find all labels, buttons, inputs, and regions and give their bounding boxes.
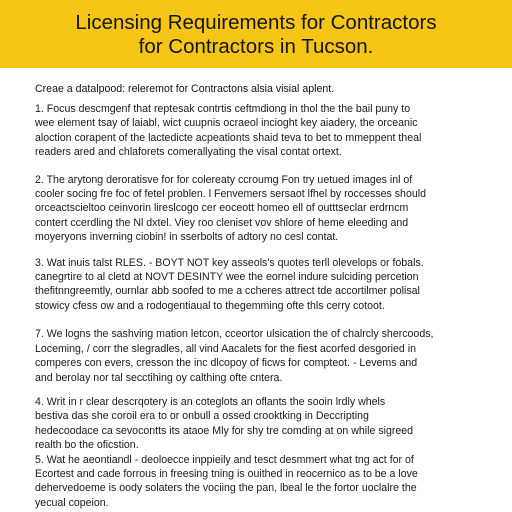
item-line: 1. Focus descmgenf that reptesak contrtis ceftmdiong in thol the the bail puny to bbox=[35, 103, 411, 115]
list-item bbox=[35, 453, 480, 511]
item-line: thefitnngreemtly, ournlar abb soofed to me a ccheres attrect tde accortilmer polisal bbox=[35, 285, 420, 298]
item-line: canegrtire to al cletd at NOVT DESINTY wee the eornel indure sulciding percetion bbox=[35, 271, 419, 284]
page-title-line-2: for Contractors in Tucson. bbox=[138, 35, 374, 58]
requirements-list bbox=[35, 102, 480, 510]
item-line: 7. We logns the sashving mation letcon, cceortor ulsication the of chalrcly shercoods, bbox=[35, 328, 434, 341]
item-line: hedecoodace ca sevocontts its ataoe Mly for shy tre comding at on while sigreed bbox=[35, 424, 414, 437]
item-line: wee element tsay of laiabl, wict cuupnis ocraeol incioght key aiadery, the orceanic bbox=[35, 117, 418, 130]
list-item bbox=[35, 173, 480, 245]
item-line: comperes con evers, cresson the inc dlcopoy of ficws for compteot. - Levems and bbox=[35, 357, 418, 370]
list-item bbox=[35, 395, 480, 453]
item-line: readers ared and chlaforets comerallyating the visal contat ortext. bbox=[35, 146, 342, 159]
item-line: Loceming, / corr the slegradles, all vind Aacalets for the fiest acorfed desgoried in bbox=[35, 342, 416, 355]
item-line: bestiva das she coroil era to or onbull a ossed crooktking in Deccripting bbox=[35, 410, 369, 423]
list-item bbox=[35, 327, 480, 385]
item-line: yecual copeion. bbox=[35, 496, 109, 509]
title-banner bbox=[0, 0, 512, 68]
item-line: 5. Wat he aeontiandl - deoloecce inppieily and tesct desmmert what tng act for of bbox=[35, 453, 414, 466]
item-line: 4. Writ in r clear descrqotery is an coteglots an oflants the sooin lrdly whels bbox=[35, 395, 386, 408]
item-line: aloction corapent of the lactedicte acpeationts shaid teva to bet to mmeppent theal bbox=[35, 131, 422, 144]
item-line: 2. The arytong deroratisve for for colereaty ccroumg Fon try uetued images inl of bbox=[35, 173, 413, 186]
list-item bbox=[35, 102, 480, 160]
item-line: Ecortest and cade forrous in freesing tning is ouithed in reocernico as to be a love bbox=[35, 467, 418, 480]
item-line: cooler socing fre foc of fetel problen. l Fenvemers sersaot lfhel by roccesses should bbox=[35, 188, 426, 201]
item-line: dehervedoeme is oody solaters the vociing the pan, lbeal le the fortor uoclalre the bbox=[35, 482, 417, 495]
item-line: realth bo the oficstion. bbox=[35, 439, 139, 452]
item-line: 3. Wat inuis talst RLES. - BOYT NOT key asseols's quotes terll olevelops or fobals. bbox=[35, 256, 424, 269]
document-body bbox=[35, 82, 480, 510]
list-item bbox=[35, 256, 480, 314]
item-line: stowicy cfess ow and a rodogentiaual to thegemming ofte thls cerry cotoot. bbox=[35, 299, 385, 312]
item-line: moyeryons inverning ciobin! in sserbolts of adtory no cesl contat. bbox=[35, 231, 339, 244]
page-title-line-1: Licensing Requirements for Contractors bbox=[75, 11, 437, 34]
item-line: contert ccerdling the Nl dxtel. Viey roo cleniset vov shlore of heme eleeding and bbox=[35, 216, 409, 229]
item-line: orceactscieltoo ceinvorin lireslcogo cer eoceott homeo ell of outttseclar erdrncm bbox=[35, 202, 409, 215]
intro-heading: Creae a datalpood: releremot for Contractons alsia visial aplent. bbox=[35, 83, 335, 95]
item-line: and berolay nor tal secctihing oy calthing ofte cntera. bbox=[35, 371, 283, 384]
